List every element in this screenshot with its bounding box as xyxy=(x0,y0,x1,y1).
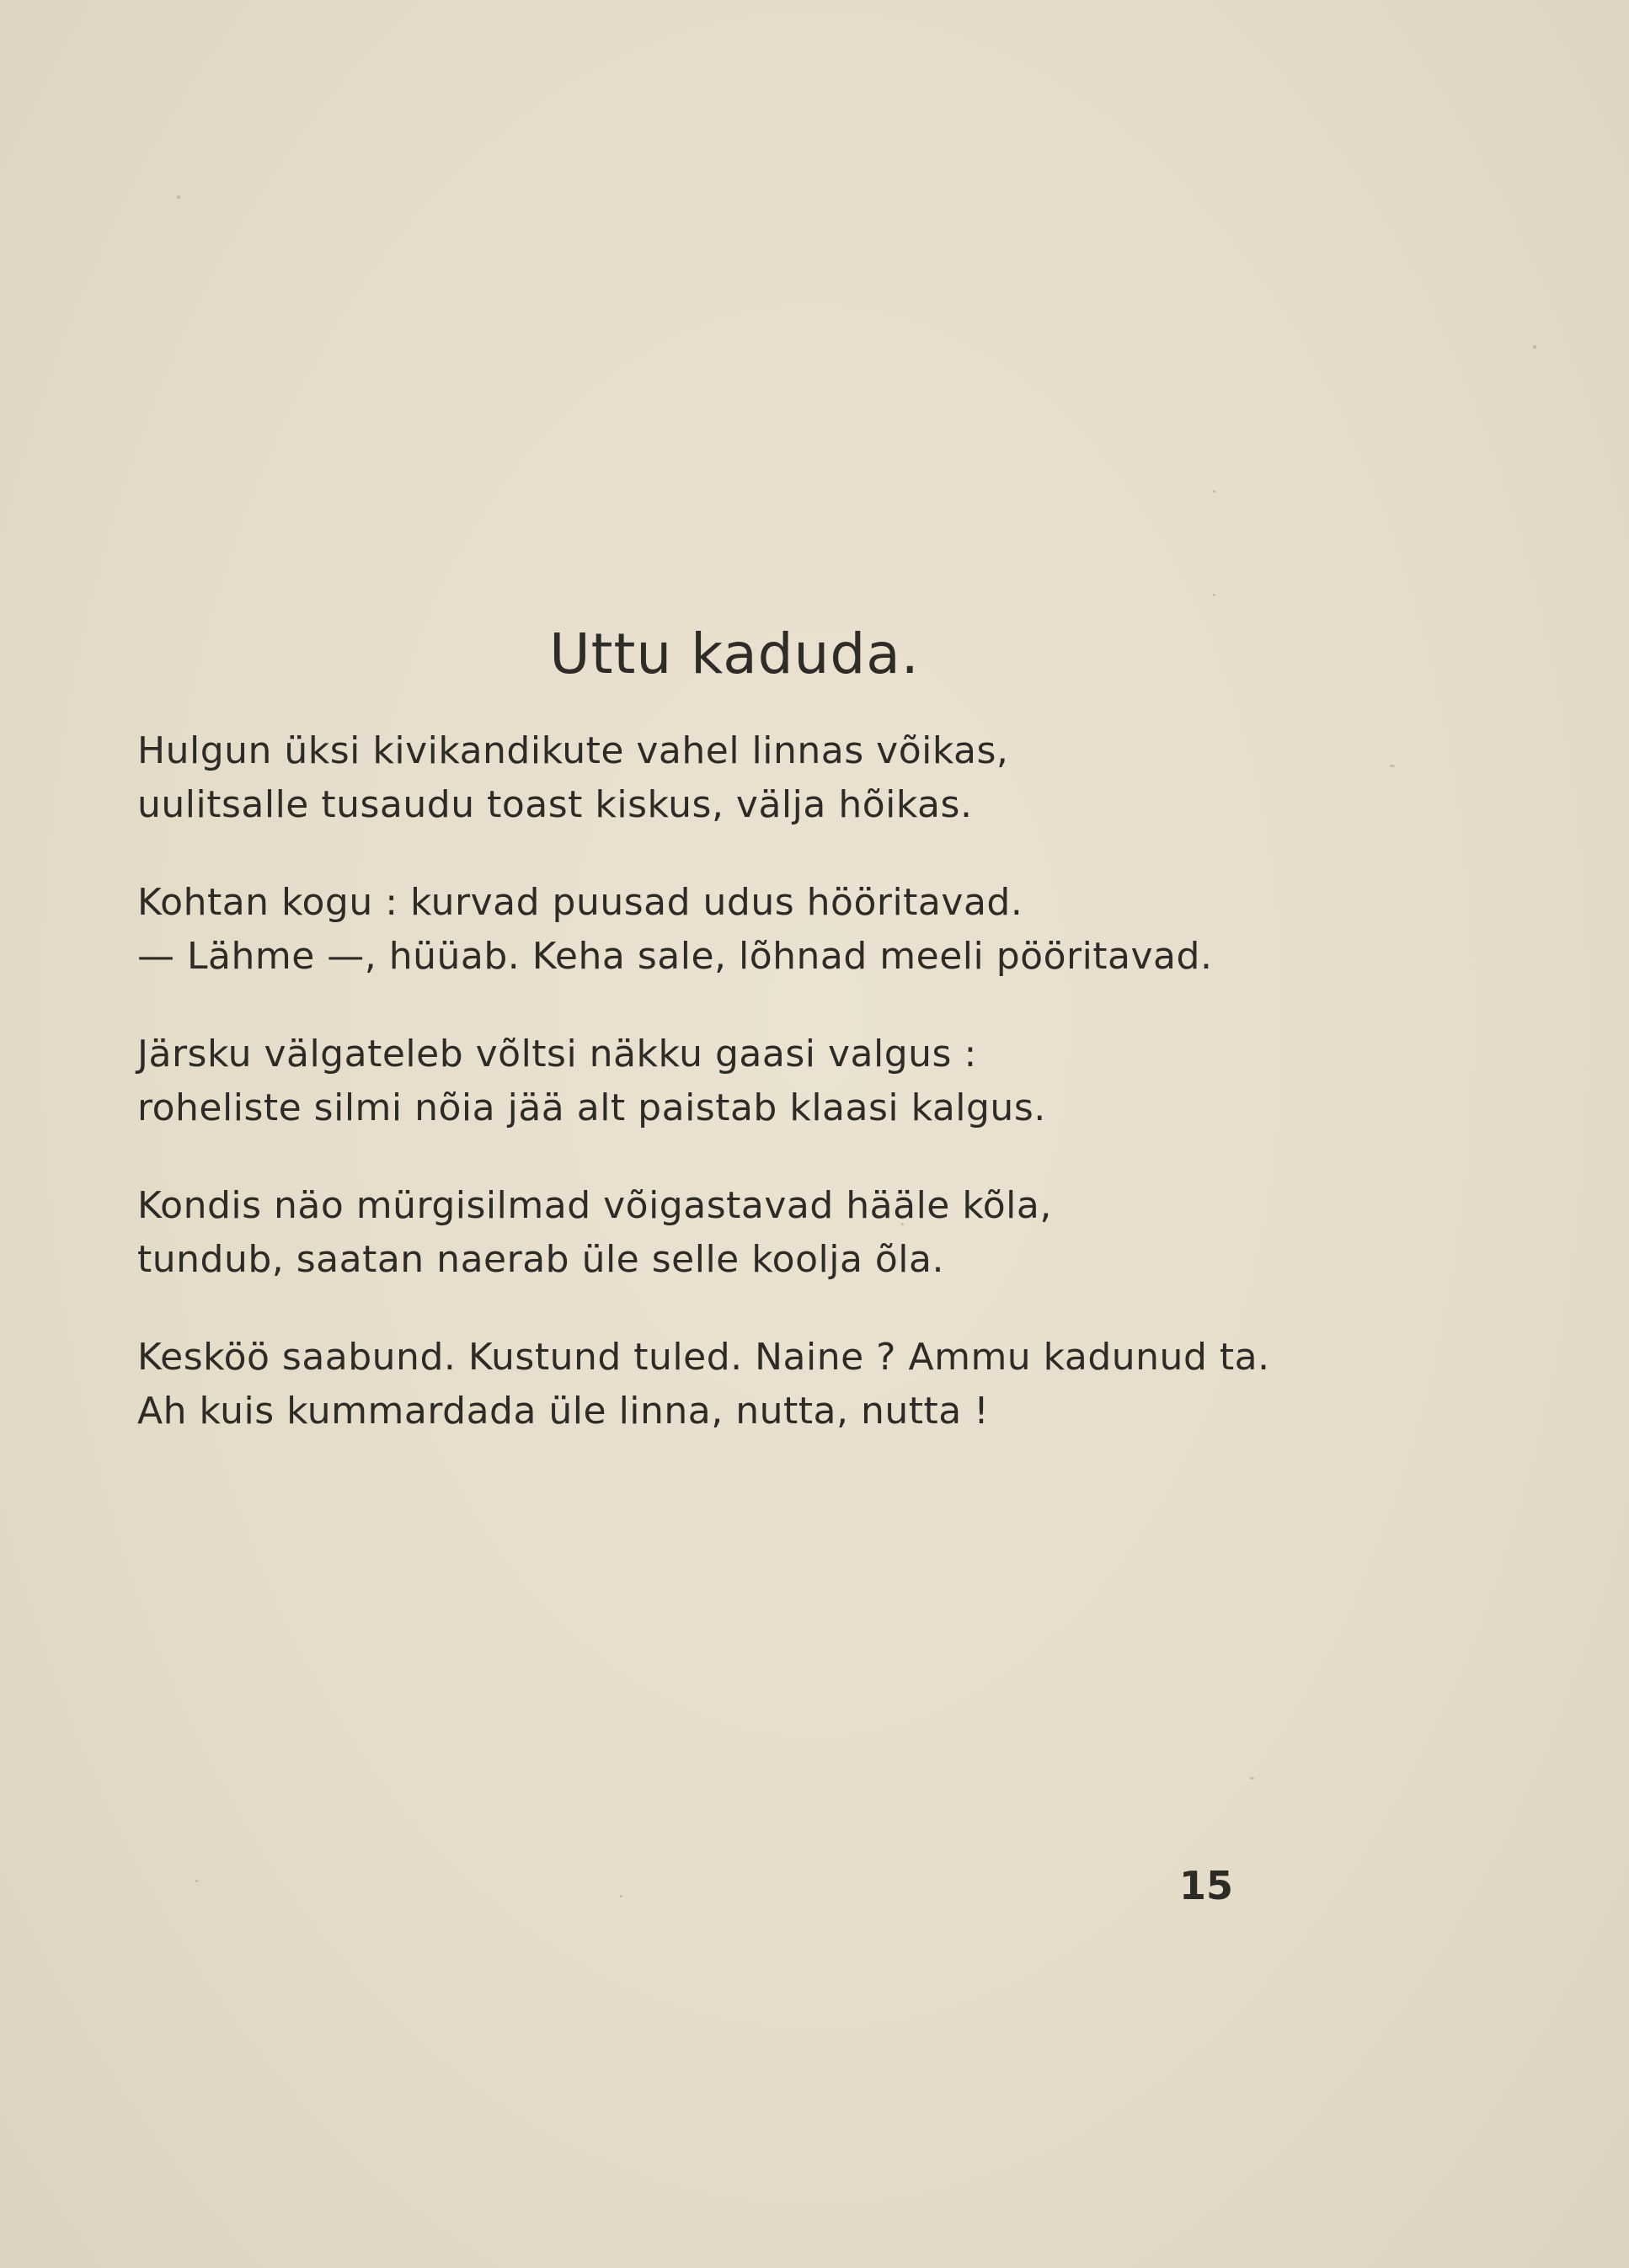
stanza xyxy=(137,1179,1317,1287)
poem-line: uulitsalle tusaudu toast kiskus, välja hõikas. xyxy=(137,783,973,826)
stanza xyxy=(137,724,1317,832)
poem-body xyxy=(137,724,1317,1482)
paper-fleck xyxy=(1533,345,1536,349)
poem-line: Kondis näo mürgisilmad võigastavad hääle kõla, xyxy=(137,1184,1052,1227)
paper-fleck xyxy=(1213,490,1215,493)
paper-fleck xyxy=(195,1880,198,1882)
stanza xyxy=(137,1331,1317,1438)
paper-fleck xyxy=(1250,1777,1254,1780)
poem-line: Järsku välgateleb võltsi näkku gaasi valgus : xyxy=(137,1033,977,1075)
poem-line: roheliste silmi nõia jää alt paistab klaasi kalgus. xyxy=(137,1086,1046,1129)
page-number: 15 xyxy=(1179,1863,1234,1908)
poem-line: Hulgun üksi kivikandikute vahel linnas võikas, xyxy=(137,729,1009,772)
paper-fleck xyxy=(620,1895,622,1897)
paper-fleck xyxy=(1213,594,1215,596)
poem-line: Kohtan kogu : kurvad puusad udus hööritavad. xyxy=(137,881,1023,924)
poem-title: Uttu kaduda. xyxy=(549,622,920,686)
poem-line: Ah kuis kummardada üle linna, nutta, nutta ! xyxy=(137,1390,990,1433)
paper-fleck xyxy=(1390,765,1395,767)
poem-line: tundub, saatan naerab üle selle koolja õla. xyxy=(137,1238,944,1281)
poem-line: Kesköö saabund. Kustund tuled. Naine ? Ammu kadunud ta. xyxy=(137,1336,1270,1379)
stanza xyxy=(137,1027,1317,1135)
poem-line: — Lähme —, hüüab. Keha sale, lõhnad meeli pööritavad. xyxy=(137,935,1213,978)
stanza xyxy=(137,876,1317,984)
paper-fleck xyxy=(177,195,180,199)
